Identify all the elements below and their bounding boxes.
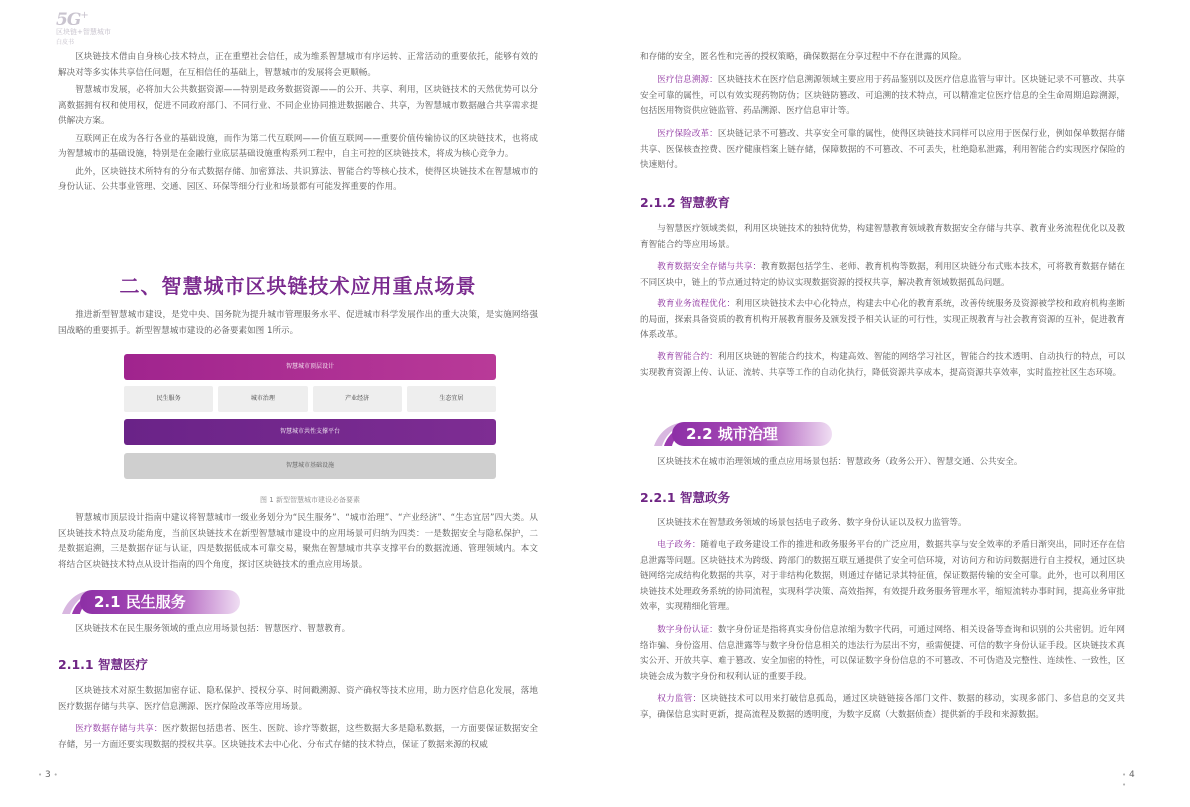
paragraph (640, 127, 1125, 174)
diagram-platform-layer: 智慧城市共性支撑平台 (124, 419, 496, 445)
dot-icon: • (1122, 771, 1127, 779)
keyword: 权力监管： (657, 694, 702, 704)
paragraph-text: 医疗数据包括患者、医生、医院、诊疗等数据，这些数据大多是隐私数据，一方面要保证数据安全存储，另一方面还要实现数据的授权共享。区块链技术去中心化、分布式存储的技术特点，保证了数据来源的权威 (58, 724, 538, 750)
diagram-cell: 民生服务 (124, 386, 213, 412)
paragraph-text: 数字身份证是指将真实身份信息浓缩为数字代码，可通过网络、相关设备等查询和识别的公共密钥。近年网络诈骗、身份盗用、信息泄露等与数字身份信息相关的违法行为层出不穷，亟需便捷、可信的数字身份认证手段。区块链技术真实公开、开放共享、难于篡改、安全加密的特性，可以保证数字身份信息的不可篡改、不可伪造及完整性、连续性、一致性，区块链会成为数字身份和权利认证的重要手段。 (640, 625, 1125, 682)
paragraph: 此外，区块链技术所特有的分布式数据存储、加密算法、共识算法、智能合约等核心技术，使得区块链技术在智慧城市的身份认证、公共事业管理、交通、园区、环保等细分行业和场景都有可能发挥重要的作用。 (58, 166, 538, 192)
paragraph (640, 538, 1125, 616)
keyword: 医疗数据存储与共享： (75, 724, 163, 734)
paragraph: 区块链技术在城市治理领域的重点应用场景包括：智慧政务（政务公开）、智慧交通、公共安全。 (657, 457, 1023, 467)
paragraph-text: 区块链技术可以用来打破信息孤岛，通过区块链链接各部门文件、数据的移动，实现多部门、多信息的交叉共享，确保信息实时更新，提高流程及数据的透明度，为数字反腐（大数据侦查）提供新的手段和来源数据。 (640, 694, 1125, 720)
dot-icon: • (1122, 781, 1127, 789)
paragraph (58, 722, 538, 753)
paragraph: 和存储的安全，匿名性和完善的授权策略，确保数据在分享过程中不存在泄露的风险。 (640, 52, 967, 62)
paragraph (640, 623, 1125, 685)
paragraph: 智慧城市发展，必将加大公共数据资源——特别是政务数据资源——的公开、共享、利用，区块链技术的天然优势可以分离数据拥有权和使用权，促进不同政府部门、不同行业、不同企业协同推进数据融合、共享，为智慧城市数据融合共享需求提供解决方案。 (58, 85, 538, 126)
keyword: 教育业务流程优化： (657, 299, 736, 309)
diagram-cell: 城市治理 (218, 386, 307, 412)
section-heading: 二、智慧城市区块链技术应用重点场景 (119, 274, 477, 298)
diagram-infrastructure-layer: 智慧城市基础设施 (124, 453, 496, 479)
section-banner (58, 586, 258, 618)
paragraph-text: 区块链技术在医疗信息溯源领域主要应用于药品鉴别以及医疗信息监管与审计。区块链记录不可篡改、共享安全可靠的属性，可以有效实现药物防伪；区块链防篡改、可追溯的技术特点，可以精准定位医疗信息的全生命周期追踪溯源，包括医用物资供应链监管、药品溯源、医疗信息审计等。 (640, 75, 1125, 116)
logo-plus: + (80, 10, 89, 21)
paragraph-text: 教育数据包括学生、老师、教育机构等数据，利用区块链分布式账本技术，可将教育数据存储在不同区块中，链上的节点通过特定的协议实现数据资源的授权共享，解决教育领域数据孤岛问题。 (640, 262, 1125, 288)
paragraph (640, 260, 1125, 291)
paragraph: 区块链技术对原生数据加密存证、隐私保护、授权分享、时间戳溯源、资产确权等技术应用，助力医疗信息化发展，落地医疗数据存储与共享、医疗信息溯源、医疗保险改革等应用场景。 (58, 686, 538, 712)
paragraph (640, 297, 1125, 344)
keyword: 教育数据安全存储与共享： (657, 262, 762, 272)
keyword: 电子政务： (657, 540, 701, 550)
logo-line3: 白皮书 (56, 39, 75, 46)
paragraph-text: 利用区块链技术去中心化特点，构建去中心化的教育系统，改善传统服务及资源被学校和政府机构垄断的局面，探索具备资质的教育机构开展教育服务及颁发授予相关认证的可行性，实现正规教育与社会教育资源的互补，促进教育体系改革。 (640, 299, 1125, 340)
left-page (38, 0, 548, 807)
figure-caption: 图 1 新型智慧城市建设必备要素 (260, 496, 360, 504)
paragraph: 与智慧医疗领域类似，利用区块链技术的独特优势，构建智慧教育领域教育数据安全存储与共享、教育业务流程优化以及教育智能合约等应用场景。 (640, 224, 1125, 250)
diagram-cell: 生态宜居 (407, 386, 496, 412)
paragraph: 区块链技术在智慧政务领域的场景包括电子政务、数字身份认证以及权力监管等。 (657, 518, 967, 528)
page-number (38, 770, 58, 780)
keyword: 医疗保险改革： (657, 129, 718, 139)
right-page (640, 0, 1135, 807)
paragraph: 智慧城市顶层设计指南中建议将智慧城市一级业务划分为“民生服务”、“城市治理”、“产业经济”、“生态宜居”四大类。从区块链技术特点及功能角度，当前区块链技术在新型智慧城市建设中的应用场景可归纳为四类：一是数据安全与隐私保护，二是数据追溯，三是数据存证与认证，四是数据低成本可靠交易，聚焦在智慧城市共享支撑平台的数据流通、管理领域内。本文将结合区块链技术特点从设计指南的四个角度，探讨区块链技术的重点应用场景。 (58, 513, 538, 570)
paragraph (640, 692, 1125, 723)
paragraph: 区块链技术在民生服务领域的重点应用场景包括：智慧医疗、智慧教育。 (75, 624, 351, 634)
section-banner (650, 418, 850, 450)
paragraph: 互联网正在成为各行各业的基础设施，而作为第二代互联网——价值互联网——重要价值传输协议的区块链技术，也将成为智慧城市的基础设施，特别是在金融行业底层基础设施重构系列工程中，自主可控的区块链技术，将成为核心竞争力。 (58, 133, 538, 159)
keyword: 医疗信息溯源： (657, 75, 718, 85)
diagram-business-row (124, 386, 496, 412)
page-number (1122, 770, 1135, 790)
diagram-cell: 产业经济 (313, 386, 402, 412)
logo-main: 5G (56, 10, 81, 30)
banner-title: 2.2 城市治理 (672, 422, 832, 446)
paragraph-text: 随着电子政务建设工作的推进和政务服务平台的广泛应用，数据共享与安全效率的矛盾日渐突出，同时还存在信息泄露等问题。区块链技术为跨级、跨部门的数据互联互通提供了安全可信环境，对访问方和访问数据进行自主授权，通过区块链网络完成结构化数据的共享，对于非结构化数据，则通过存储记录其特征值，保证数据传输的安全可靠。此外，也可以利用区块链技术处理政务系统的协同流程，实现科学决策、高效指挥，有效提升政务服务管理水平，缩短流转办事时间，提高业务审批效率，实现精细化管理。 (640, 540, 1125, 612)
paragraph-text: 区块链记录不可篡改、共享安全可靠的属性，使得区块链技术同样可以应用于医保行业，例如保单数据存储共享、医保核查控费、医疗健康档案上链存储，保障数据的不可篡改、不可丢失，杜绝隐私泄露，利用智能合约实现医疗保险的快速赔付。 (640, 129, 1125, 170)
paragraph: 推进新型智慧城市建设，是党中央、国务院为提升城市管理服务水平、促进城市科学发展作出的重大决策，是实施网络强国战略的重要抓手。新型智慧城市建设的必备要素如图 1所示。 (58, 310, 538, 336)
subsection-heading: 2.1.2 智慧教育 (640, 195, 730, 210)
subsection-heading: 2.2.1 智慧政务 (640, 490, 730, 505)
subsection-heading: 2.1.1 智慧医疗 (58, 657, 148, 672)
paragraph (640, 73, 1125, 120)
smart-city-diagram (124, 354, 496, 505)
paragraph-text: 利用区块链的智能合约技术，构建高效、智能的网络学习社区，智能合约技术透明、自动执行的特点，可以实现教育资源上传、认证、流转、共享等工作的自动化执行，降低资源共享成本，提高资源共享效率，实时监控社区生态环境。 (640, 352, 1125, 378)
keyword: 数字身份认证： (657, 625, 718, 635)
diagram-top-layer: 智慧城市顶层设计 (124, 354, 496, 380)
dot-icon: • (38, 771, 43, 779)
keyword: 教育智能合约： (657, 352, 718, 362)
banner-title: 2.1 民生服务 (80, 590, 240, 614)
paragraph (640, 350, 1125, 381)
logo-line2: 区块链+智慧城市 (56, 28, 111, 36)
paragraph: 区块链技术借由自身核心技术特点，正在重塑社会信任，成为维系智慧城市有序运转、正常活动的重要依托，能够有效的解决对等多实体共享信任问题，在互相信任的基础上，智慧城市的发展将会更顺畅。 (58, 52, 538, 78)
page-number-value: 3 (45, 770, 51, 780)
page-number-value: 4 (1129, 770, 1135, 780)
left-intro-text (58, 50, 538, 196)
dot-icon: • (53, 771, 58, 779)
